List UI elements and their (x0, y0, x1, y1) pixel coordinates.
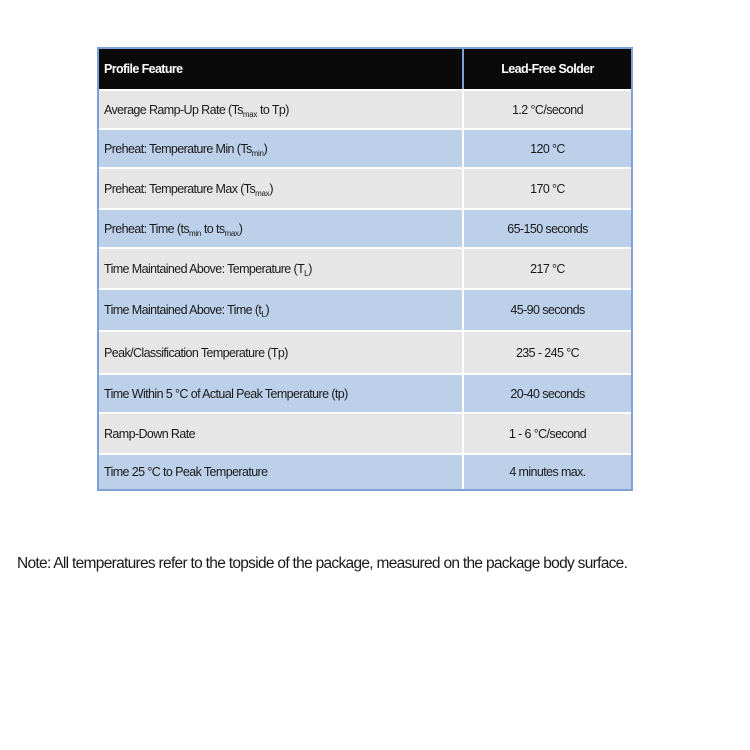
table-row (99, 288, 631, 330)
feature-text: to ts (200, 221, 225, 236)
feature-text: ) (308, 261, 312, 276)
table-row (99, 89, 631, 128)
feature-text: Peak/Classification Temperature (Tp) (104, 345, 288, 360)
table-row (99, 208, 631, 247)
feature-text: ) (263, 141, 268, 156)
feature-cell (99, 373, 464, 412)
feature-cell (99, 128, 464, 167)
feature-cell (99, 247, 464, 288)
feature-subscript: min (188, 228, 201, 238)
value-cell: 4 minutes max. (464, 453, 631, 489)
feature-cell (99, 412, 464, 453)
value-cell: 170 °C (464, 167, 631, 208)
feature-text: Time 25 °C to Peak Temperature (104, 465, 268, 479)
value-cell: 217 °C (464, 247, 631, 288)
table-row (99, 247, 631, 288)
value-cell: 20-40 seconds (464, 373, 631, 412)
feature-subscript: L (304, 268, 309, 278)
feature-text: Time Within 5 °C of Actual Peak Temperature (tp) (104, 386, 348, 401)
feature-cell (99, 89, 464, 128)
column-header-profile-feature: Profile Feature (99, 49, 464, 89)
table-header-row (99, 49, 631, 89)
feature-subscript: max (242, 109, 258, 119)
feature-text: ) (269, 181, 273, 196)
feature-subscript: L (261, 310, 266, 319)
reflow-profile-table-container (97, 47, 633, 491)
table-row (99, 330, 631, 373)
feature-text: ) (265, 303, 270, 317)
feature-subscript: min (251, 148, 264, 158)
feature-cell (99, 453, 464, 489)
value-cell: 45-90 seconds (464, 288, 631, 330)
feature-text: ) (238, 221, 243, 236)
feature-text: Time Maintained Above: Temperature (T (104, 261, 305, 276)
feature-text: to Tp) (257, 102, 289, 117)
feature-text: Time Maintained Above: Time (t (104, 303, 262, 317)
feature-text: Average Ramp-Up Rate (Ts (104, 102, 243, 117)
note-text: Note: All temperatures refer to the topside of the package, measured on the package body surface. (17, 555, 628, 572)
feature-cell (99, 208, 464, 247)
feature-text: Preheat: Temperature Min (Ts (104, 141, 252, 156)
table-row (99, 128, 631, 167)
value-cell: 120 °C (464, 128, 631, 167)
feature-subscript: max (224, 228, 239, 238)
table-row (99, 167, 631, 208)
value-cell: 1 - 6 °C/second (464, 412, 631, 453)
feature-text: Preheat: Temperature Max (Ts (104, 181, 256, 196)
table-body (99, 89, 631, 489)
value-cell: 235 - 245 °C (464, 330, 631, 373)
feature-cell (99, 167, 464, 208)
feature-text: Ramp-Down Rate (104, 426, 195, 441)
feature-subscript: max (255, 188, 270, 198)
feature-text: Preheat: Time (ts (104, 221, 189, 236)
table-row (99, 453, 631, 489)
reflow-profile-table (99, 49, 631, 489)
table-row (99, 412, 631, 453)
feature-cell (99, 288, 464, 330)
feature-cell (99, 330, 464, 373)
column-header-lead-free-solder: Lead-Free Solder (464, 49, 631, 89)
value-cell: 1.2 °C/second (464, 89, 631, 128)
value-cell: 65-150 seconds (464, 208, 631, 247)
table-row (99, 373, 631, 412)
